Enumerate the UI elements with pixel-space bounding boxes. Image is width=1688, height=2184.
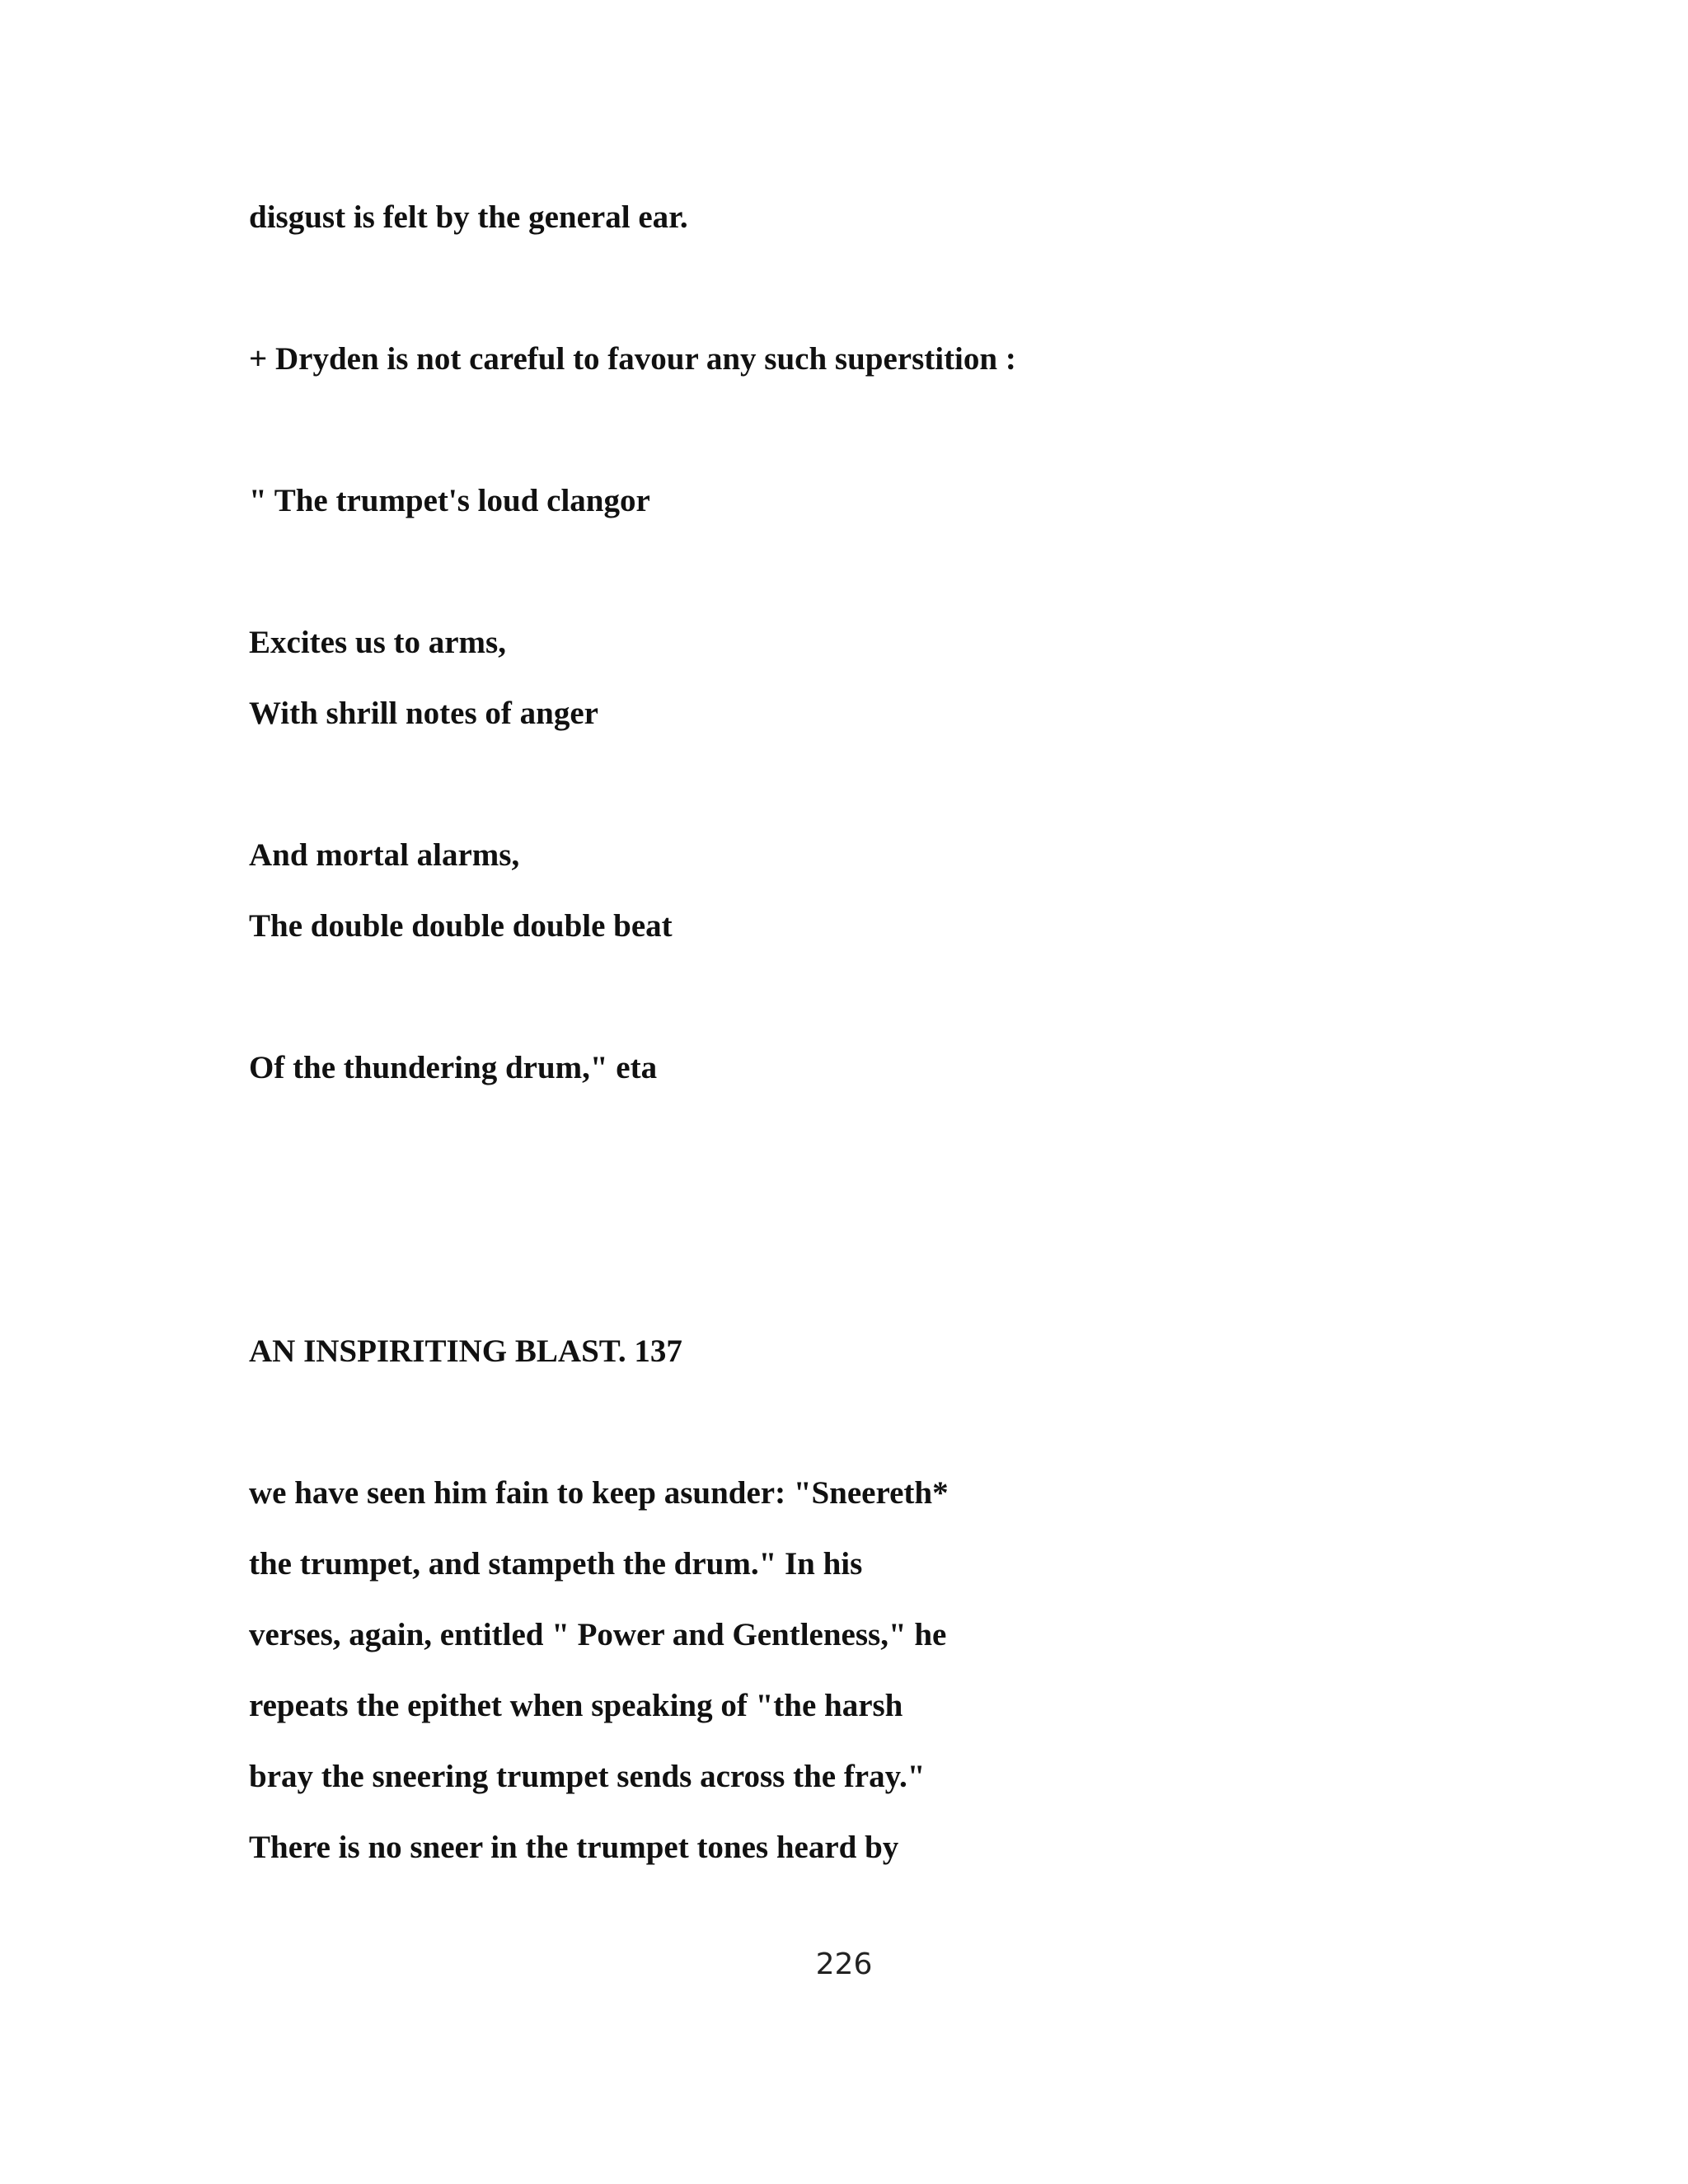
verse-line: " The trumpet's loud clangor [249, 483, 650, 518]
text-line: verses, again, entitled " Power and Gentleness," he [249, 1617, 947, 1652]
footnote-line: + Dryden is not careful to favour any such superstition : [249, 341, 1016, 377]
text-line: bray the sneering trumpet sends across the fray." [249, 1759, 926, 1794]
running-header: AN INSPIRITING BLAST. 137 [249, 1333, 682, 1369]
text-line: There is no sneer in the trumpet tones heard by [249, 1830, 899, 1865]
text-line: the trumpet, and stampeth the drum." In his [249, 1546, 863, 1582]
page-number: 226 [815, 1947, 873, 1981]
text-line: we have seen him fain to keep asunder: "Sneereth* [249, 1475, 949, 1511]
verse-line: The double double double beat [249, 908, 673, 944]
verse-line: Of the thundering drum," eta [249, 1050, 658, 1085]
text-line: repeats the epithet when speaking of "the harsh [249, 1688, 903, 1723]
verse-line: And mortal alarms, [249, 837, 520, 873]
text-line: disgust is felt by the general ear. [249, 199, 688, 235]
verse-line: With shrill notes of anger [249, 696, 598, 731]
verse-line: Excites us to arms, [249, 625, 506, 660]
